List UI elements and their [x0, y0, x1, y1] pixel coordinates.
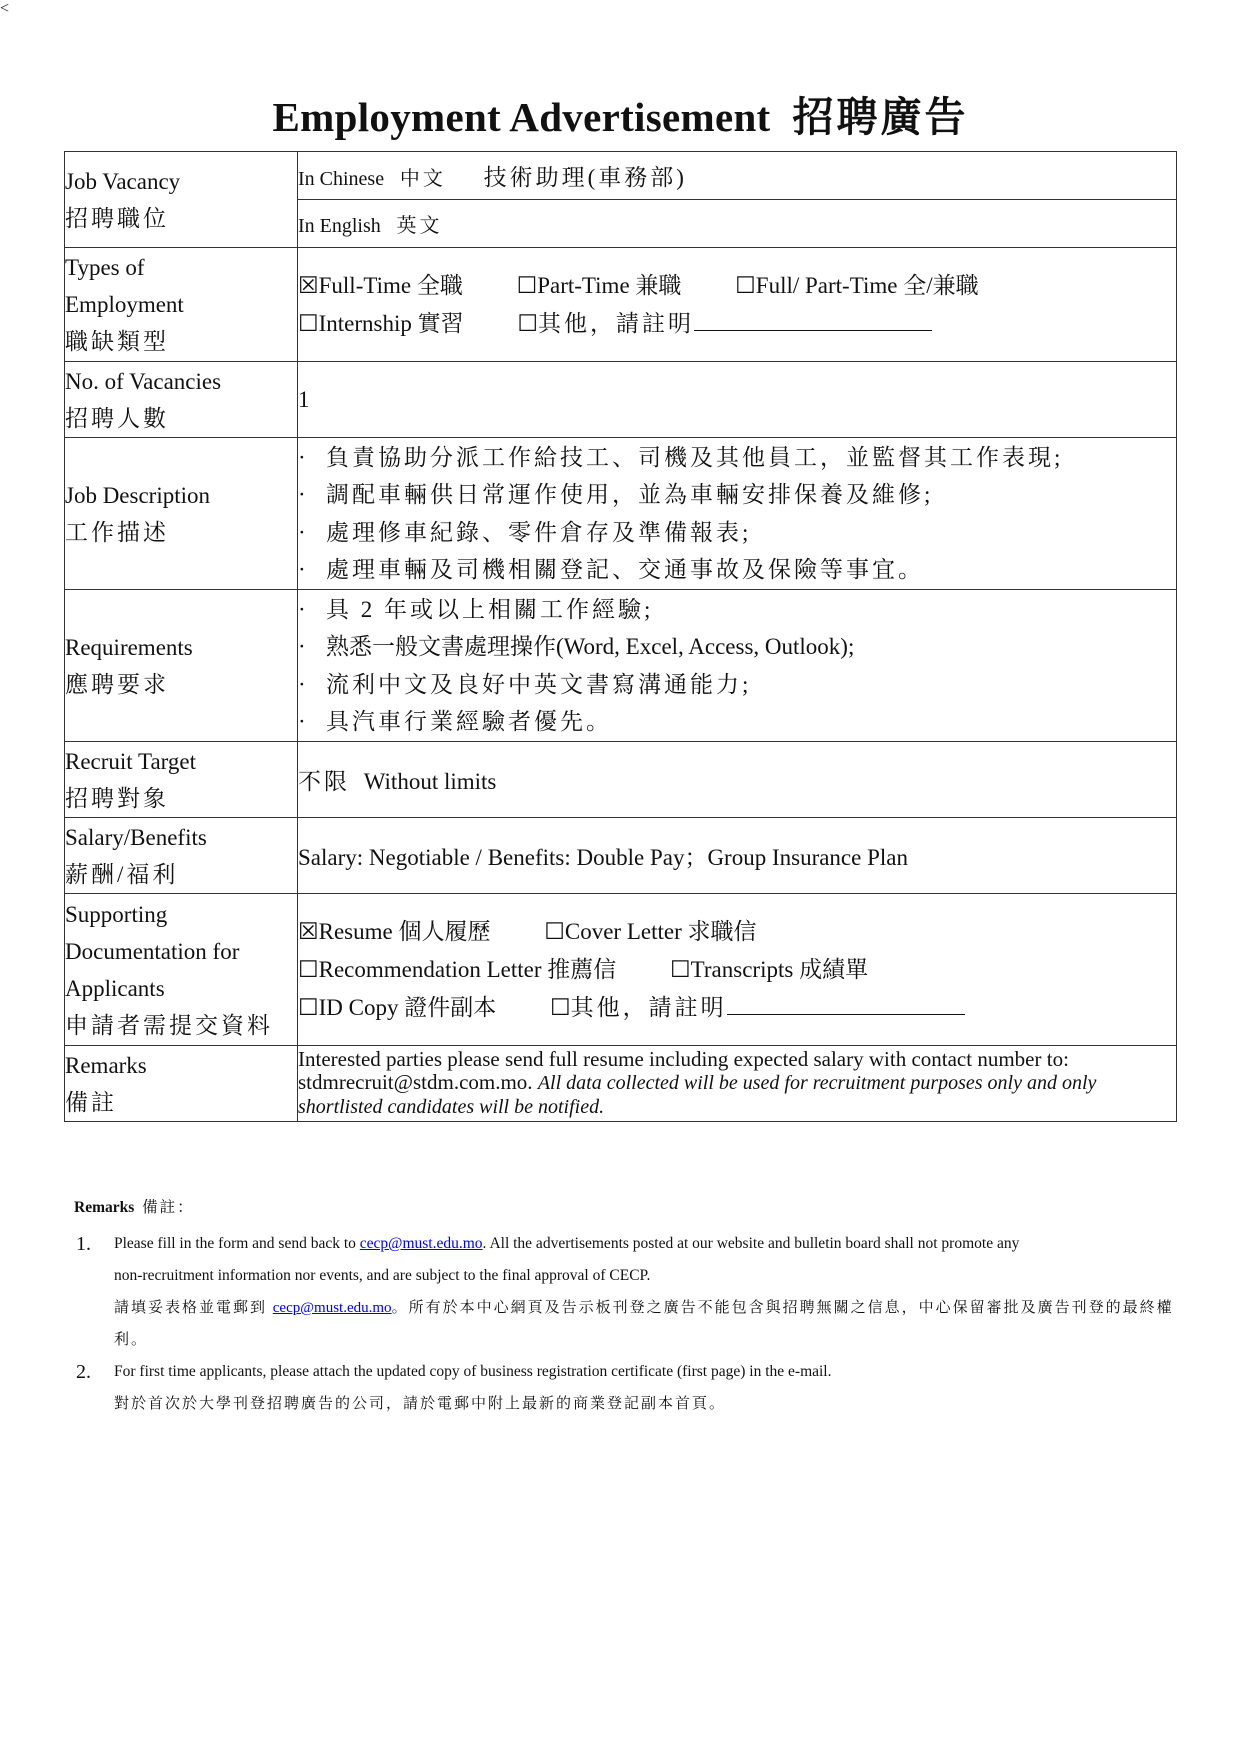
documents-options: [298, 894, 1177, 1046]
option-internship[interactable]: ☐Internship 實習: [298, 310, 464, 336]
other-blank-line[interactable]: [727, 992, 965, 1015]
page-title: [0, 84, 1241, 143]
job-description-list: [298, 438, 1177, 590]
checkbox-icon[interactable]: ☐: [735, 272, 756, 298]
recruit-target-label: Recruit Target 招聘對象: [65, 742, 298, 818]
checkbox-icon[interactable]: ☐: [550, 994, 571, 1020]
checkbox-icon[interactable]: ☐: [298, 956, 319, 982]
job-description-label: Job Description 工作描述: [65, 438, 298, 590]
list-item: · 熟悉一般文書處理操作(Word, Excel, Access, Outlook);: [298, 634, 855, 659]
option-other[interactable]: ☐其他，請註明: [517, 305, 932, 343]
advertisement-form: [64, 151, 1177, 1122]
option-full-part-time[interactable]: ☐Full/ Part-Time 全/兼職: [735, 272, 979, 298]
job-vacancy-english-cell[interactable]: In English 英文: [298, 200, 1177, 248]
checkbox-icon[interactable]: ☐: [517, 310, 539, 336]
job-vacancy-chinese-cell[interactable]: In Chinese 中文 技術助理(車務部): [298, 152, 1177, 200]
list-item: · 調配車輛供日常運作使用，並為車輛安排保養及維修;: [298, 482, 934, 507]
email-link[interactable]: cecp@must.edu.mo: [272, 1300, 392, 1316]
list-item: · 負責協助分派工作給技工、司機及其他員工，並監督其工作表現;: [298, 444, 1064, 470]
checkbox-checked-icon[interactable]: ☒: [298, 272, 319, 298]
note-item-2: 2. For first time applicants, please attach the updated copy of business registration certificate (first page) in the e-mail. 對於首次於大學刊登招聘廣告的公司，請於電郵中附上最新的商業登記副本首頁。: [76, 1361, 832, 1412]
list-item: · 處理車輛及司機相關登記、交通事故及保險等事宜。: [298, 557, 924, 582]
option-part-time[interactable]: ☐Part-Time 兼職: [516, 272, 682, 298]
checkbox-checked-icon[interactable]: ☒: [298, 918, 319, 944]
email-link[interactable]: cecp@must.edu.mo: [359, 1235, 483, 1252]
list-item: · 具汽車行業經驗者優先。: [298, 709, 612, 734]
note-item-1: 1. Please fill in the form and send back to cecp@must.edu.mo. All the advertisements posted at our website and bulletin board shall not promote any non-recruitment information nor events, and are subject to the final approval of CECP. 請填妥表格並電郵到 cecp@must.edu.mo。所有於本中心網頁及告示板刊登之廣告不能包含與招聘無關之信息，中心保留審批及廣告刊登的最終權 利。: [76, 1233, 1174, 1348]
notes-section: [74, 1196, 1184, 1420]
remarks-label: Remarks 備註: [65, 1046, 298, 1122]
checkbox-icon[interactable]: ☐: [544, 918, 565, 944]
salary-label: Salary/Benefits 薪酬/福利: [65, 818, 298, 894]
vacancies-label: No. of Vacancies 招聘人數: [65, 362, 298, 438]
vacancies-value[interactable]: 1: [298, 362, 1177, 438]
notes-heading: Remarks 備註：: [74, 1199, 195, 1216]
job-vacancy-label: Job Vacancy 招聘職位: [65, 152, 298, 248]
remarks-value: Interested parties please send full resume including expected salary with contact number to: stdmrecruit@stdm.com.mo. All data collected will be used for recruitment purposes only and only shortlisted candidates will be notified.: [298, 1046, 1177, 1122]
list-item: · 具 2 年或以上相關工作經驗;: [298, 596, 654, 622]
option-resume[interactable]: ☒Resume 個人履歷: [298, 918, 491, 944]
requirements-list: [298, 590, 1177, 742]
checkbox-icon[interactable]: ☐: [298, 310, 319, 336]
requirements-label: Requirements 應聘要求: [65, 590, 298, 742]
option-transcripts[interactable]: ☐Transcripts 成績單: [670, 956, 869, 982]
title-zh: 招聘廣告: [792, 94, 969, 140]
option-recommendation-letter[interactable]: ☐Recommendation Letter 推薦信: [298, 956, 617, 982]
employment-types-label: Types of Employment 職缺類型: [65, 248, 298, 362]
checkbox-icon[interactable]: ☐: [516, 272, 538, 298]
option-id-copy[interactable]: ☐ID Copy 證件副本: [298, 994, 497, 1020]
option-full-time[interactable]: ☒Full-Time 全職: [298, 272, 463, 298]
other-blank-line[interactable]: [694, 308, 932, 331]
job-vacancy-chinese-value: 技術助理(車務部): [483, 165, 687, 190]
title-en: Employment Advertisement: [272, 94, 771, 140]
salary-value[interactable]: Salary: Negotiable / Benefits: Double Pay；Group Insurance Plan: [298, 818, 1177, 894]
list-item: · 處理修車紀錄、零件倉存及準備報表;: [298, 519, 752, 545]
checkbox-icon[interactable]: ☐: [670, 956, 691, 982]
recruit-target-value[interactable]: 不限 Without limits: [298, 742, 1177, 818]
option-other-document[interactable]: ☐其他，請註明: [550, 989, 965, 1027]
employment-types-options: [298, 248, 1177, 362]
list-item: · 流利中文及良好中英文書寫溝通能力;: [298, 671, 752, 697]
option-cover-letter[interactable]: ☐Cover Letter 求職信: [544, 918, 757, 944]
documents-label: Supporting Documentation for Applicants 申請者需提交資料: [65, 894, 298, 1046]
checkbox-icon[interactable]: ☐: [298, 994, 319, 1020]
